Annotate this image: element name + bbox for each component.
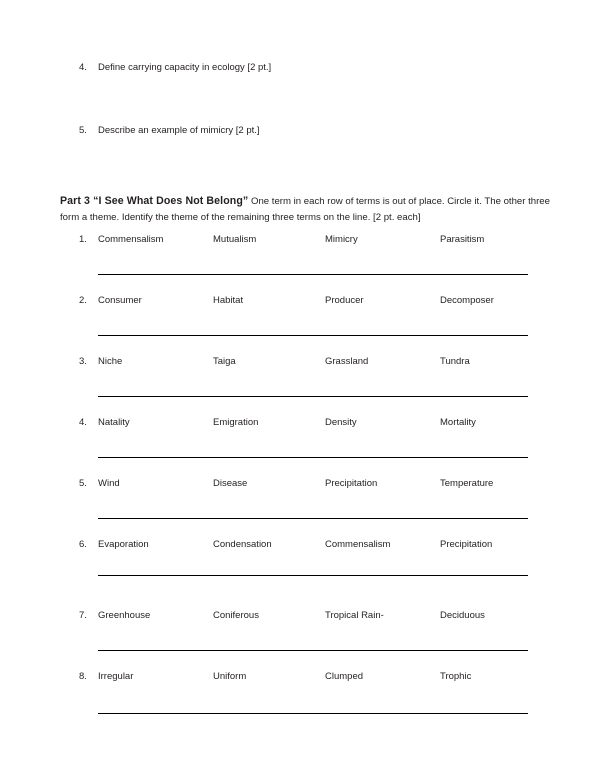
part3-title: Part 3 “I See What Does Not Belong” [60,195,249,207]
part3-rows [0,233,607,731]
question-text: Describe an example of mimicry [2 pt.] [98,125,260,136]
row-number: 4. [79,417,87,428]
term-option[interactable]: Density [325,417,357,428]
answer-line[interactable] [98,396,528,397]
term-option[interactable]: Tropical Rain- [325,610,384,621]
term-option[interactable]: Decomposer [440,295,494,306]
term-option[interactable]: Mutualism [213,234,257,245]
term-option[interactable]: Natality [98,417,130,428]
table-row [79,477,549,490]
row-number: 2. [79,295,87,306]
term-option[interactable]: Coniferous [213,610,259,621]
term-option[interactable]: Greenhouse [98,610,151,621]
part3-heading [60,194,554,225]
term-option[interactable]: Tundra [440,356,470,367]
table-row [79,670,549,683]
term-option[interactable]: Grassland [325,356,369,367]
term-option[interactable]: Disease [213,478,248,489]
answer-line[interactable] [98,650,528,651]
question-item [79,61,559,74]
answer-line[interactable] [98,713,528,714]
term-row-block [0,538,607,609]
answer-line[interactable] [98,575,528,576]
term-row-block [0,355,607,416]
answer-line[interactable] [98,518,528,519]
term-row-block [0,670,607,731]
question-text: Define carrying capacity in ecology [2 pt.] [98,62,272,73]
question-number: 5. [79,125,87,136]
term-option[interactable]: Trophic [440,671,472,682]
term-option[interactable]: Emigration [213,417,259,428]
table-row [79,609,549,622]
row-number: 7. [79,610,87,621]
term-option[interactable]: Commensalism [325,539,391,550]
row-number: 8. [79,671,87,682]
term-option[interactable]: Clumped [325,671,364,682]
row-number: 6. [79,539,87,550]
term-option[interactable]: Wind [98,478,120,489]
term-option[interactable]: Precipitation [440,539,493,550]
table-row [79,355,549,368]
table-row [79,416,549,429]
table-row [79,538,549,551]
term-option[interactable]: Condensation [213,539,272,550]
row-number: 5. [79,478,87,489]
term-row-block [0,609,607,670]
term-option[interactable]: Producer [325,295,364,306]
answer-line[interactable] [98,335,528,336]
question-item [79,124,559,137]
question-number: 4. [79,62,87,73]
term-option[interactable]: Deciduous [440,610,485,621]
answer-line[interactable] [98,274,528,275]
term-option[interactable]: Commensalism [98,234,164,245]
term-option[interactable]: Mortality [440,417,476,428]
term-option[interactable]: Precipitation [325,478,378,489]
term-option[interactable]: Consumer [98,295,142,306]
part3-instructions: One term in each row of terms is out of place. Circle it. The other three form a theme. Identify the theme of the remaining three terms on the line. [2 pt. each] [60,196,550,223]
term-option[interactable]: Evaporation [98,539,149,550]
term-row-block [0,294,607,355]
term-option[interactable]: Niche [98,356,123,367]
term-option[interactable]: Irregular [98,671,134,682]
term-option[interactable]: Taiga [213,356,236,367]
term-option[interactable]: Habitat [213,295,244,306]
term-row-block [0,233,607,294]
table-row [79,294,549,307]
term-option[interactable]: Parasitism [440,234,485,245]
table-row [79,233,549,246]
term-option[interactable]: Uniform [213,671,247,682]
answer-line[interactable] [98,457,528,458]
term-option[interactable]: Temperature [440,478,494,489]
term-option[interactable]: Mimicry [325,234,358,245]
term-row-block [0,477,607,538]
term-row-block [0,416,607,477]
row-number: 1. [79,234,87,245]
row-number: 3. [79,356,87,367]
part2-question-list [79,61,559,187]
